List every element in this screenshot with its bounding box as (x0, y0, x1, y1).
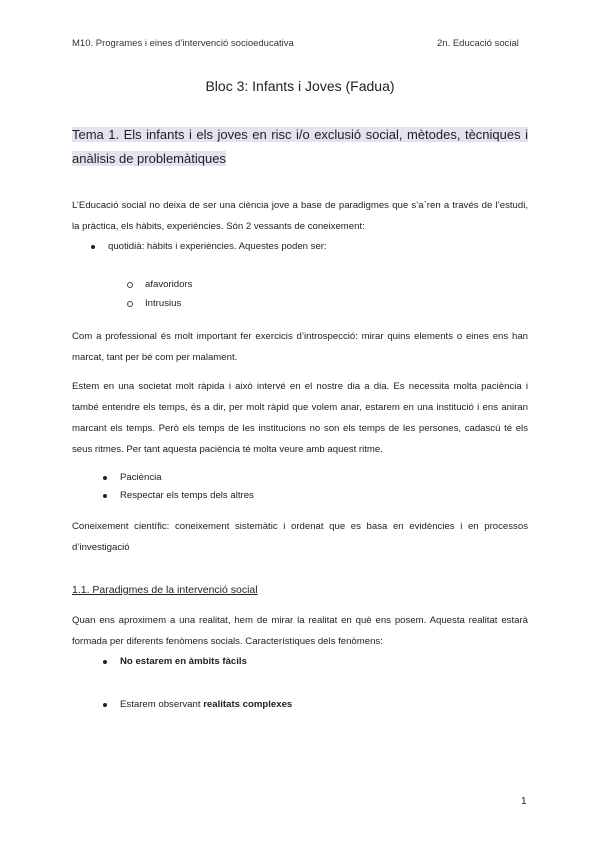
bullet-dot (103, 703, 107, 707)
sub-item-afavoridors: afavoridors (145, 279, 193, 290)
sub-bullet-circle (127, 282, 133, 288)
page-number: 1 (521, 796, 527, 807)
sub-bullet-circle (127, 301, 133, 307)
sub-item-intrusius: Intrusius (145, 298, 182, 309)
subheading-paradigmes: 1.1. Paradigmes de la intervenció social (72, 584, 258, 596)
bullet-dot (103, 660, 107, 664)
bullet-dot (91, 245, 95, 249)
topic-heading-text: Tema 1. Els infants i els joves en risc i/o exclusió social, mètodes, tècniques i anàlisis de problemàtiques (72, 127, 528, 166)
bullet-dot (103, 476, 107, 480)
bullet-respectar: Respectar els temps dels altres (120, 490, 254, 501)
bullet-ambits-text: No estarem en àmbits fàcils (120, 656, 247, 667)
header-course: M10. Programes i eines d’intervenció socioeducativa (72, 38, 294, 49)
paragraph-reality: Quan ens aproximem a una realitat, hem de mirar la realitat en què ens posem. Aquesta realitat estarà formada per diferents fenòmens socials. Característiques dels fenòmens: (72, 615, 528, 647)
document-title: Bloc 3: Infants i Joves (Fadua) (205, 78, 395, 94)
bullet-realitats-bold: realitats complexes (203, 699, 293, 710)
paragraph-society: Estem en una societat molt ràpida i això intervé en el nostre dia a dia. Es necessita molta paciència i també entendre els temps, és a dir, per molt ràpid que volem anar, estarem en una institució i ens aniran marcant els temps. Però els temps de les institucions no son els temps de les persones, cadascú té els seus ritmes. Per tant aquesta paciència té molta veure amb aquest ritme. (72, 381, 528, 455)
bullet-paciencia: Paciència (120, 472, 162, 483)
header-program: 2n. Educació social (437, 38, 519, 49)
bullet-dot (103, 494, 107, 498)
paragraph-scientific: Coneixement científic: coneixement sistemàtic i ordenat que es basa en evidències i en processos d’investigació (72, 521, 528, 553)
paragraph-introspection: Com a professional és molt important fer exercicis d’introspecció: mirar quins elements o eines ens han marcat, tant per bé com per malament. (72, 331, 528, 363)
topic-heading (72, 123, 528, 171)
bullet-realitats (120, 698, 292, 712)
bullet-realitats-text: Estarem observant (120, 699, 204, 710)
bullet-ambits (120, 655, 247, 669)
bullet-quotidia: quotidià: hàbits i experiències. Aquestes poden ser: (108, 241, 327, 252)
paragraph-intro: L’Educació social no deixa de ser una ciència jove a base de paradigmes que s’a`ren a través de l’estudi, la pràctica, els hàbits, experiències. Són 2 vessants de coneixement: (72, 200, 528, 232)
